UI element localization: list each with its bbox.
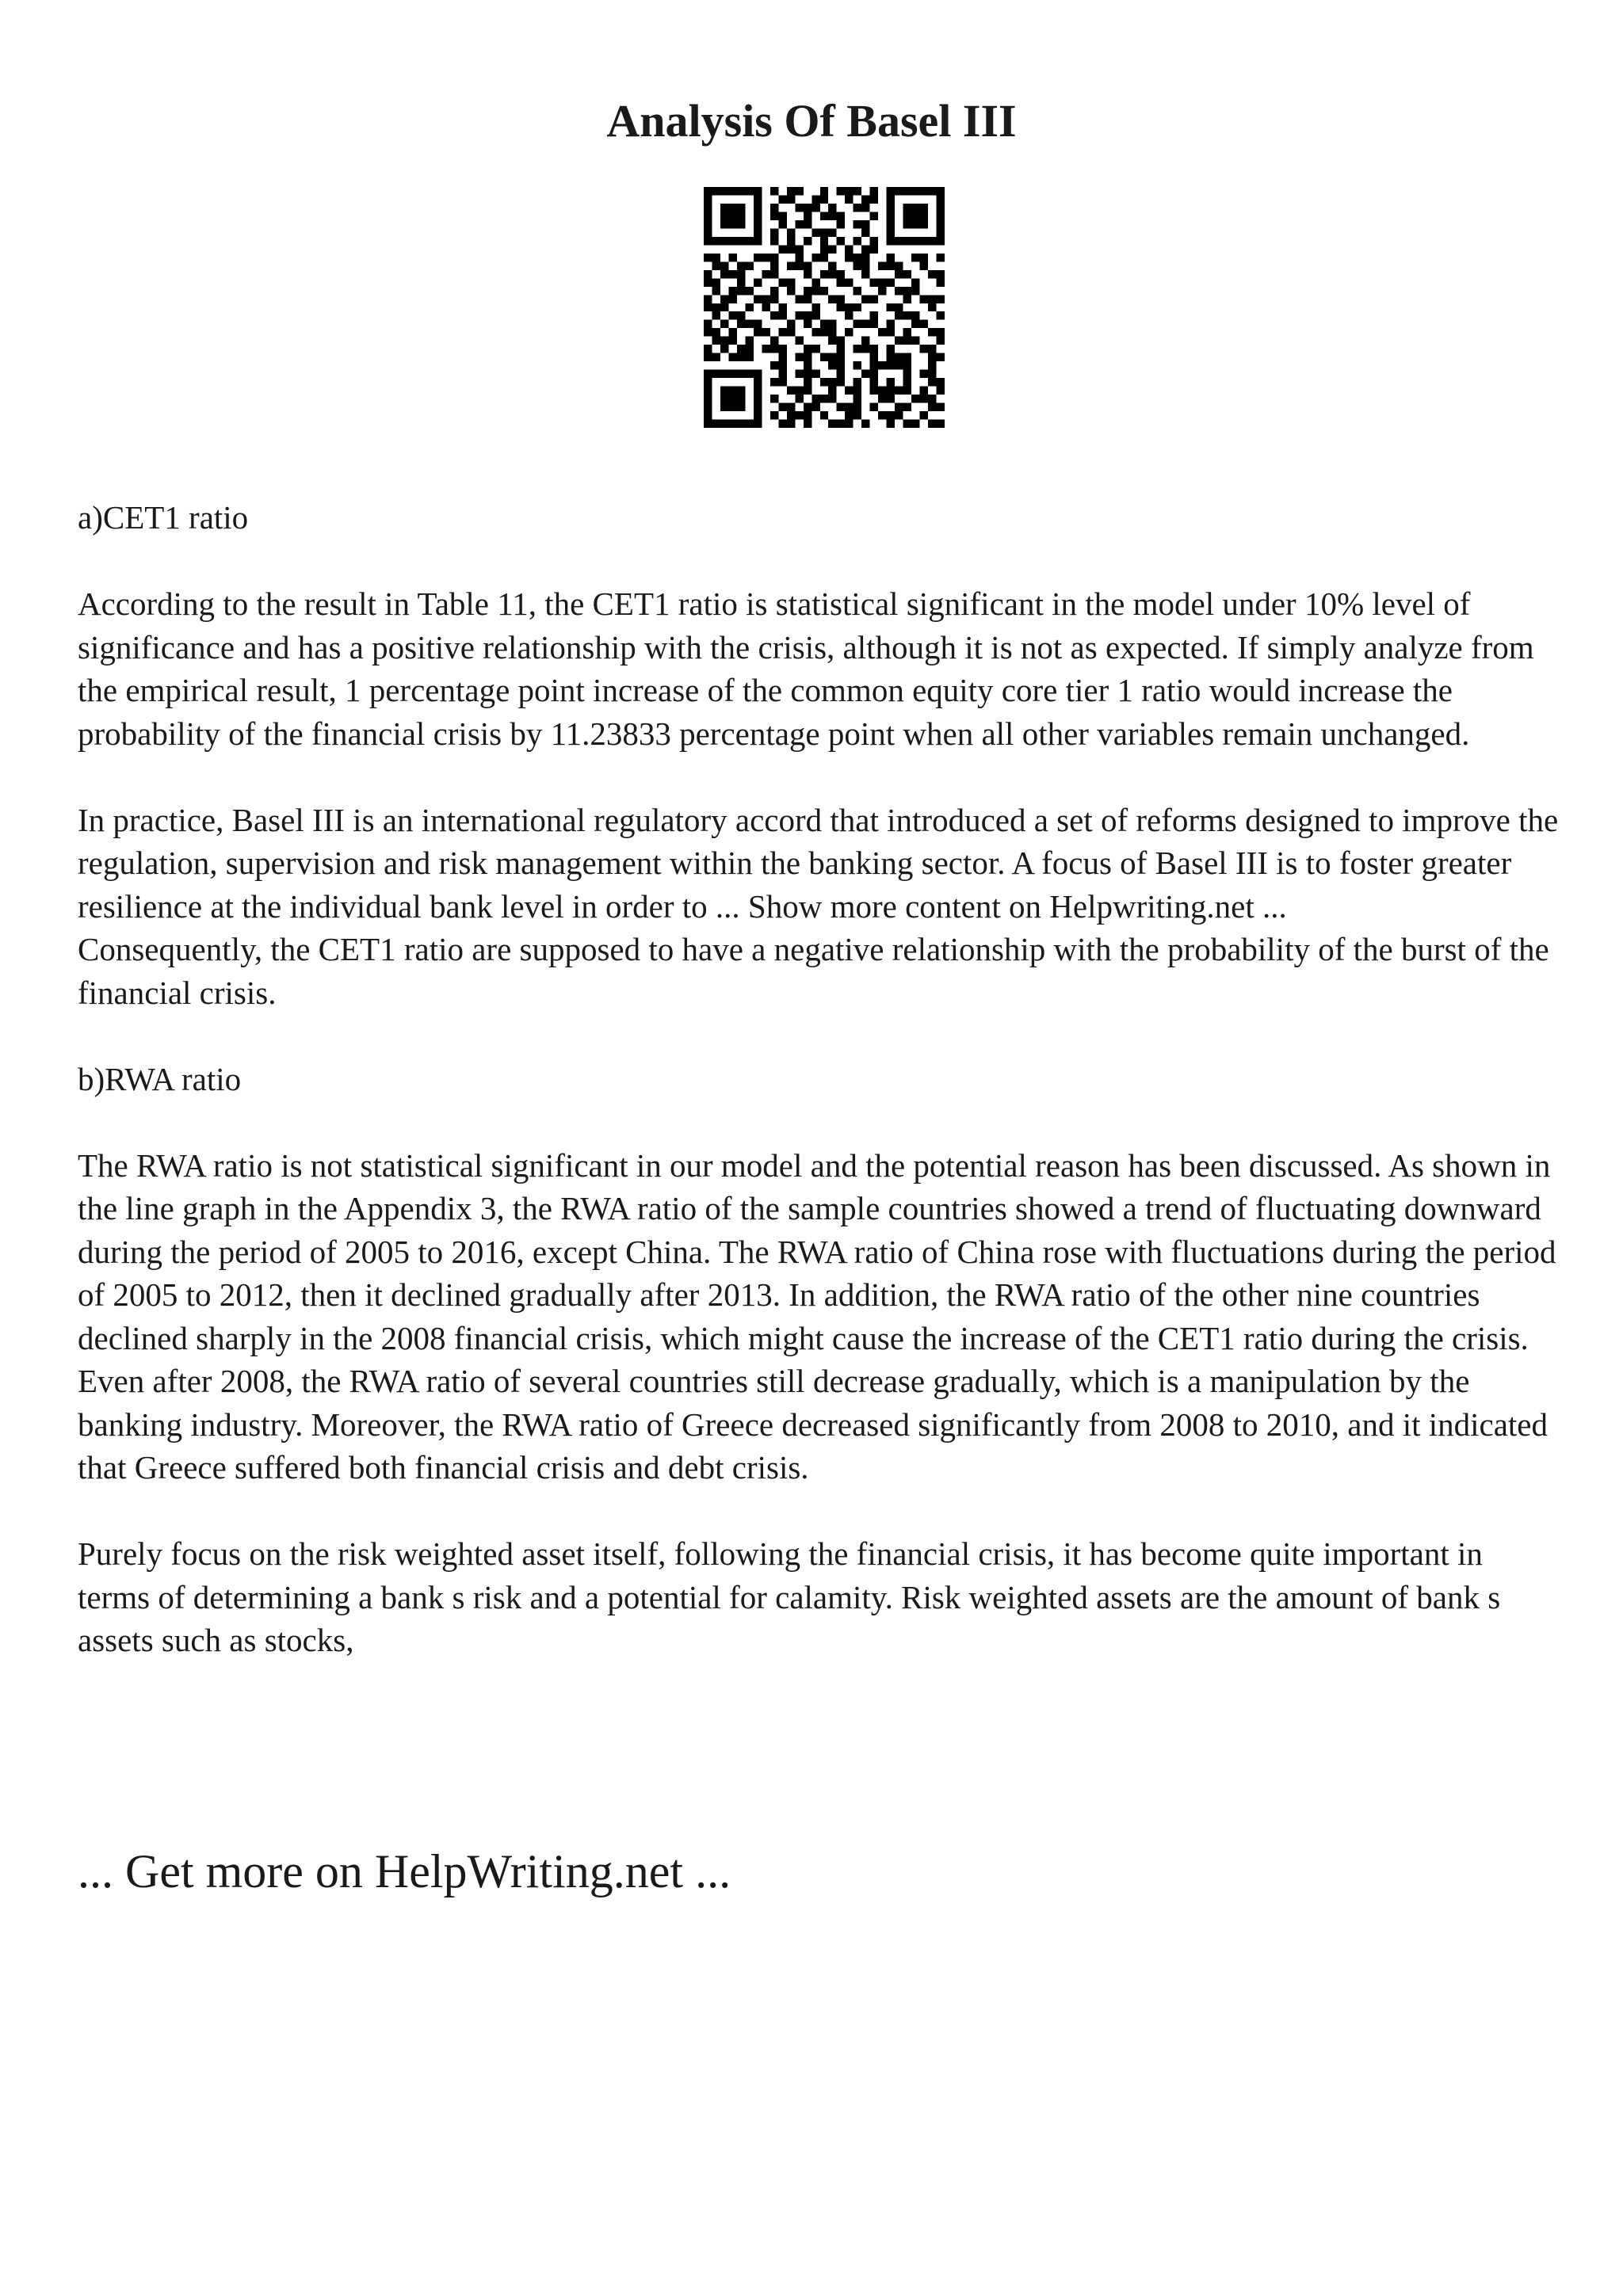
paragraph: Consequently, the CET1 ratio are supposed to have a negative relationship with the probability of the burst of the financial crisis. <box>78 931 1549 1011</box>
section-heading-cet1: a)CET1 ratio <box>78 499 249 536</box>
qr-code <box>704 187 945 428</box>
paragraph: In practice, Basel III is an international regulatory accord that introduced a set of reforms designed to improve the regulation, supervision and risk management within the banking sector. A focus of Basel III is to foster greater resilience at the individual bank level in order to ... Show more content on Helpwriting.net ... <box>78 801 1559 925</box>
paragraph: According to the result in Table 11, the CET1 ratio is statistical significant in the model under 10% level of significance and has a positive relationship with the crisis, although it is not as expected. If simply analyze from the empirical result, 1 percentage point increase of the common equity core tier 1 ratio would increase the probability of the financial crisis by 11.23833 percentage point when all other variables remain unchanged. <box>78 585 1534 752</box>
document-title: Analysis Of Basel III <box>606 95 1017 147</box>
paragraph: Purely focus on the risk weighted asset itself, following the financial crisis, it has become quite important in terms of determining a bank s risk and a potential for calamity. Risk weighted assets are the amount of bank s assets such as stocks, <box>78 1535 1501 1658</box>
document-body <box>78 496 1560 1662</box>
get-more-link[interactable]: ... Get more on HelpWriting.net ... <box>78 1845 731 1897</box>
paragraph: The RWA ratio is not statistical significant in our model and the potential reason has been discussed. As shown in the line graph in the Appendix 3, the RWA ratio of the sample countries showed a trend of fluctuating downward during the period of 2005 to 2016, except China. The RWA ratio of China rose with fluctuations during the period of 2005 to 2012, then it declined gradually after 2013. In addition, the RWA ratio of the other nine countries declined sharply in the 2008 financial crisis, which might cause the increase of the CET1 ratio during the crisis. Even after 2008, the RWA ratio of several countries still decrease gradually, which is a manipulation by the banking industry. Moreover, the RWA ratio of Greece decreased significantly from 2008 to 2010, and it indicated that Greece suffered both financial crisis and debt crisis. <box>78 1146 1556 1486</box>
section-heading-rwa: b)RWA ratio <box>78 1060 242 1097</box>
